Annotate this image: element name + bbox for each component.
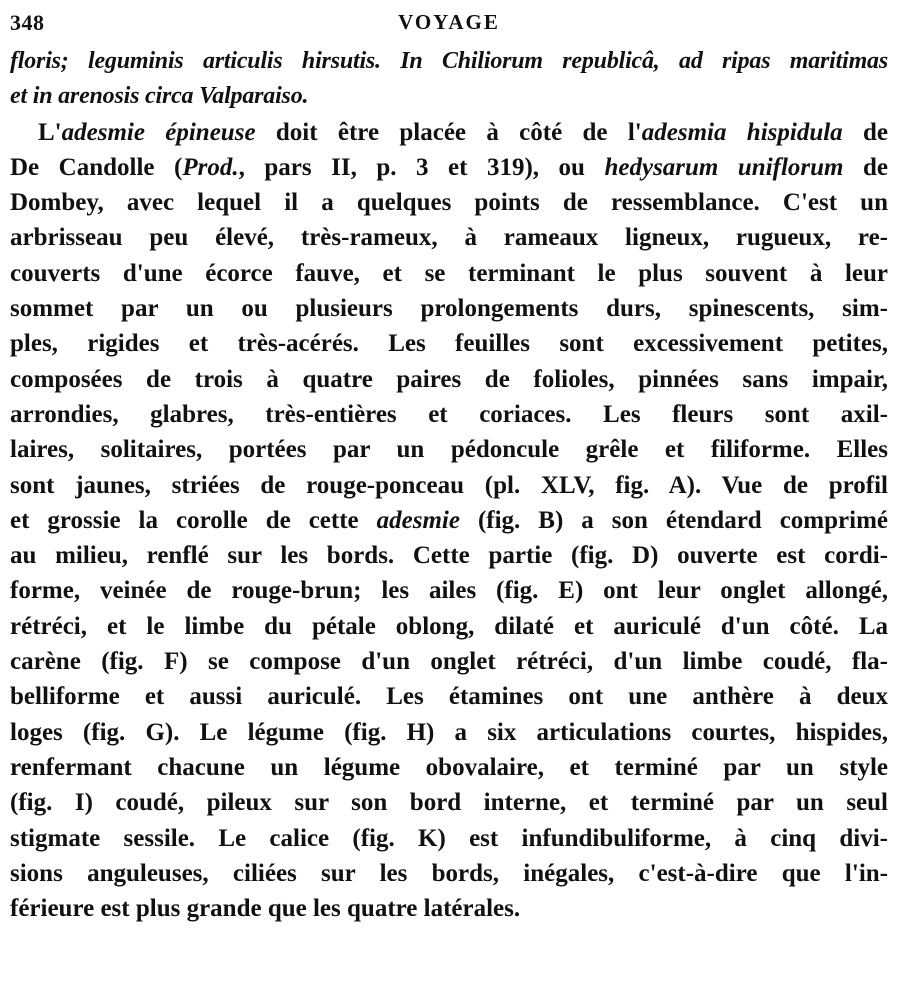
paragraph-line bbox=[10, 503, 888, 538]
text-segment: Dombey, avec lequel il a quelques points de ressemblance. C'est un bbox=[10, 189, 888, 217]
paragraph-line bbox=[10, 432, 888, 467]
text-segment: sommet par un ou plusieurs prolongements durs, spinescents, sim- bbox=[10, 295, 888, 323]
paragraph-line bbox=[10, 362, 888, 397]
text-segment: L' bbox=[38, 118, 62, 146]
text-segment: laires, solitaires, portées par un pédoncule grêle et filiforme. Elles bbox=[10, 436, 888, 464]
text-segment: sions anguleuses, ciliées sur les bords, inégales, c'est-à-dire que l'in- bbox=[10, 859, 888, 887]
paragraph-line bbox=[10, 573, 888, 608]
text-segment: De Candolle ( bbox=[10, 153, 183, 181]
paragraph-line bbox=[10, 468, 888, 503]
italic-text: adesmie bbox=[376, 506, 460, 534]
text-segment: forme, veinée de rouge-brun; les ailes (fig. E) ont leur onglet allongé, bbox=[10, 577, 888, 605]
text-segment: ples, rigides et très-acérés. Les feuilles sont excessivement petites, bbox=[10, 330, 888, 358]
paragraph-line bbox=[10, 750, 888, 785]
latin-line: floris; leguminis articulis hirsutis. In Chiliorum republicâ, ad ripas maritimas bbox=[10, 48, 888, 74]
text-segment: stigmate sessile. Le calice (fig. K) est infundibuliforme, à cinq divi- bbox=[10, 824, 888, 852]
body-paragraph bbox=[10, 115, 888, 927]
latin-line: et in arenosis circa Valparaiso. bbox=[10, 83, 309, 110]
text-segment: et grossie la corolle de cette bbox=[10, 506, 377, 534]
paragraph-line bbox=[10, 609, 888, 644]
text-segment: carène (fig. F) se compose d'un onglet rétréci, d'un limbe coudé, fla- bbox=[10, 648, 888, 676]
paragraph-line bbox=[10, 538, 888, 573]
text-segment: au milieu, renflé sur les bords. Cette partie (fig. D) ouverte est cordi- bbox=[10, 542, 888, 570]
italic-text: hedysarum uniflorum bbox=[604, 153, 844, 181]
paragraph-line bbox=[10, 644, 888, 679]
paragraph-line bbox=[10, 821, 888, 856]
running-title: VOYAGE bbox=[398, 10, 500, 34]
paragraph-line bbox=[10, 185, 888, 220]
paragraph-line bbox=[10, 115, 888, 150]
book-page bbox=[10, 4, 888, 926]
latin-description bbox=[10, 44, 888, 115]
text-segment: (fig. I) coudé, pileux sur son bord interne, et terminé par un seul bbox=[10, 789, 888, 817]
text-segment: loges (fig. G). Le légume (fig. H) a six articulations courtes, hispides, bbox=[10, 718, 888, 746]
paragraph-line bbox=[10, 679, 888, 714]
page-number: 348 bbox=[10, 10, 45, 35]
italic-text: adesmie épineuse bbox=[61, 118, 256, 146]
text-segment: férieure est plus grande que les quatre latérales. bbox=[10, 895, 521, 923]
text-segment: rétréci, et le limbe du pétale oblong, dilaté et auriculé d'un côté. La bbox=[10, 612, 888, 640]
paragraph-line bbox=[10, 326, 888, 361]
text-segment: couverts d'une écorce fauve, et se terminant le plus souvent à leur bbox=[10, 259, 888, 287]
text-segment: doit être placée à côté de l' bbox=[255, 118, 642, 146]
paragraph-line bbox=[10, 715, 888, 750]
paragraph-line bbox=[10, 856, 888, 891]
text-segment: renfermant chacune un légume obovalaire, et terminé par un style bbox=[10, 753, 888, 781]
paragraph-line bbox=[10, 785, 888, 820]
paragraph-line bbox=[10, 150, 888, 185]
paragraph-line bbox=[10, 891, 888, 926]
text-segment: composées de trois à quatre paires de folioles, pinnées sans impair, bbox=[10, 365, 888, 393]
text-segment: belliforme et aussi auriculé. Les étamines ont une anthère à deux bbox=[10, 683, 888, 711]
italic-text: adesmia hispidula bbox=[641, 118, 843, 146]
paragraph-line bbox=[10, 220, 888, 255]
paragraph-line bbox=[10, 256, 888, 291]
text-segment: de bbox=[843, 153, 889, 181]
italic-text: Prod. bbox=[182, 153, 239, 181]
running-head bbox=[10, 4, 888, 44]
text-segment: sont jaunes, striées de rouge-ponceau (pl. XLV, fig. A). Vue de profil bbox=[10, 471, 888, 499]
paragraph-line bbox=[10, 397, 888, 432]
text-segment: , pars II, p. 3 et 319), ou bbox=[238, 153, 605, 181]
paragraph-line bbox=[10, 291, 888, 326]
text-segment: (fig. B) a son étendard comprimé bbox=[459, 506, 888, 534]
text-segment: arrondies, glabres, très-entières et coriaces. Les fleurs sont axil- bbox=[10, 400, 888, 428]
text-segment: de bbox=[842, 118, 889, 146]
text-segment: arbrisseau peu élevé, très-rameux, à rameaux ligneux, rugueux, re- bbox=[10, 224, 888, 252]
